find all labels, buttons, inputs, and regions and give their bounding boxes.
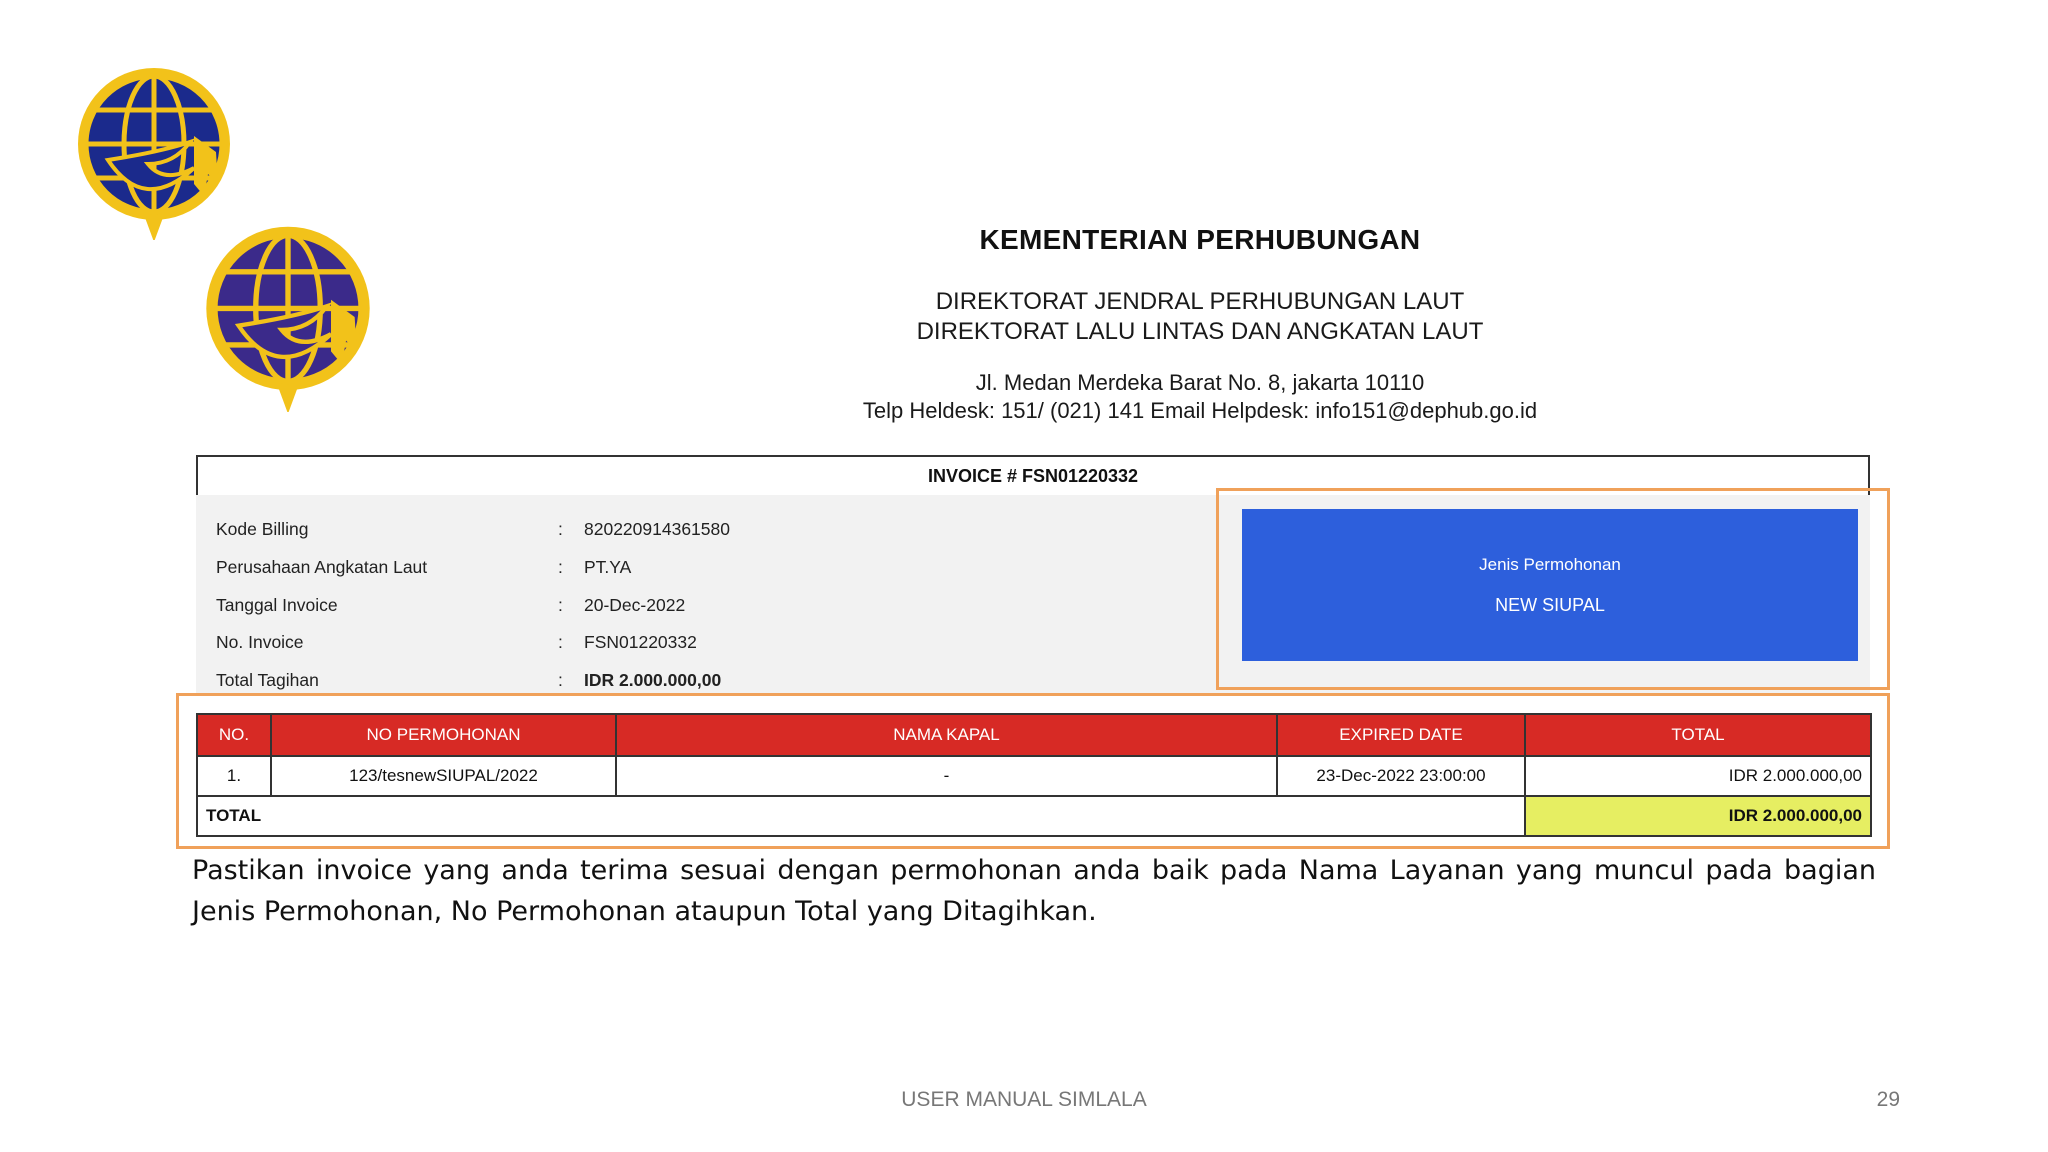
col-header-nama-kapal: NAMA KAPAL xyxy=(616,714,1277,756)
instruction-note: Pastikan invoice yang anda terima sesuai dengan permohonan anda baik pada Nama Layanan yang muncul pada bagian Jenis Permohonan, No Permohonan ataupun Total yang Ditagihkan. xyxy=(192,855,1876,927)
cell-nama-kapal: - xyxy=(616,756,1277,796)
address-line: Jl. Medan Merdeka Barat No. 8, jakarta 10110 xyxy=(975,370,1425,395)
cell-no: 1. xyxy=(197,756,271,796)
info-label: Tanggal Invoice xyxy=(216,594,338,615)
cell-expired-date: 23-Dec-2022 23:00:00 xyxy=(1277,756,1525,796)
info-value: 20-Dec-2022 xyxy=(584,594,686,615)
info-value: FSN01220332 xyxy=(584,631,697,652)
contact-line: Telp Heldesk: 151/ (021) 141 Email Helpdesk: info151@dephub.go.id xyxy=(862,398,1538,423)
info-row-no-invoice xyxy=(216,627,1116,657)
kemenhub-emblem-icon xyxy=(202,222,374,412)
info-value: PT.YA xyxy=(584,556,632,577)
jenis-permohonan-value: NEW SIUPAL xyxy=(1495,594,1605,615)
info-row-perusahaan xyxy=(216,552,1116,582)
info-label: No. Invoice xyxy=(216,631,304,652)
col-header-total: TOTAL xyxy=(1525,714,1871,756)
directorate-line-2: DIREKTORAT LALU LINTAS DAN ANGKATAN LAUT xyxy=(916,318,1484,345)
jenis-permohonan-label: Jenis Permohonan xyxy=(1479,554,1621,574)
kemenhub-logo-slide xyxy=(74,64,234,240)
total-label: TOTAL xyxy=(197,796,1525,836)
info-separator: : xyxy=(558,669,563,690)
info-value: 820220914361580 xyxy=(584,518,730,539)
highlight-jenis-permohonan xyxy=(1216,488,1890,690)
invoice-heading: INVOICE # FSN01220332 xyxy=(196,455,1870,497)
cell-no-permohonan: 123/tesnewSIUPAL/2022 xyxy=(271,756,616,796)
info-separator: : xyxy=(558,556,563,577)
info-separator: : xyxy=(558,594,563,615)
info-row-kode-billing xyxy=(216,514,1116,544)
col-header-expired-date: EXPIRED DATE xyxy=(1277,714,1525,756)
info-row-total-tagihan xyxy=(216,665,1116,695)
info-label: Perusahaan Angkatan Laut xyxy=(216,556,428,577)
col-header-no-permohonan: NO PERMOHONAN xyxy=(271,714,616,756)
directorate-line-1: DIREKTORAT JENDRAL PERHUBUNGAN LAUT xyxy=(935,288,1465,315)
info-separator: : xyxy=(558,518,563,539)
kemenhub-emblem-icon xyxy=(74,64,234,240)
info-label: Kode Billing xyxy=(216,518,309,539)
ministry-title: KEMENTERIAN PERHUBUNGAN xyxy=(979,224,1421,255)
info-label: Total Tagihan xyxy=(216,669,319,690)
kemenhub-logo-document xyxy=(202,222,374,412)
col-header-no: NO. xyxy=(197,714,271,756)
highlight-items-table xyxy=(176,693,1890,849)
cell-total: IDR 2.000.000,00 xyxy=(1525,756,1871,796)
page-number: 29 xyxy=(1876,1088,1900,1111)
total-value: IDR 2.000.000,00 xyxy=(1525,796,1871,836)
footer-title: USER MANUAL SIMLALA xyxy=(901,1088,1147,1111)
info-separator: : xyxy=(558,631,563,652)
info-value: IDR 2.000.000,00 xyxy=(584,669,722,690)
info-row-tanggal-invoice xyxy=(216,590,1116,620)
